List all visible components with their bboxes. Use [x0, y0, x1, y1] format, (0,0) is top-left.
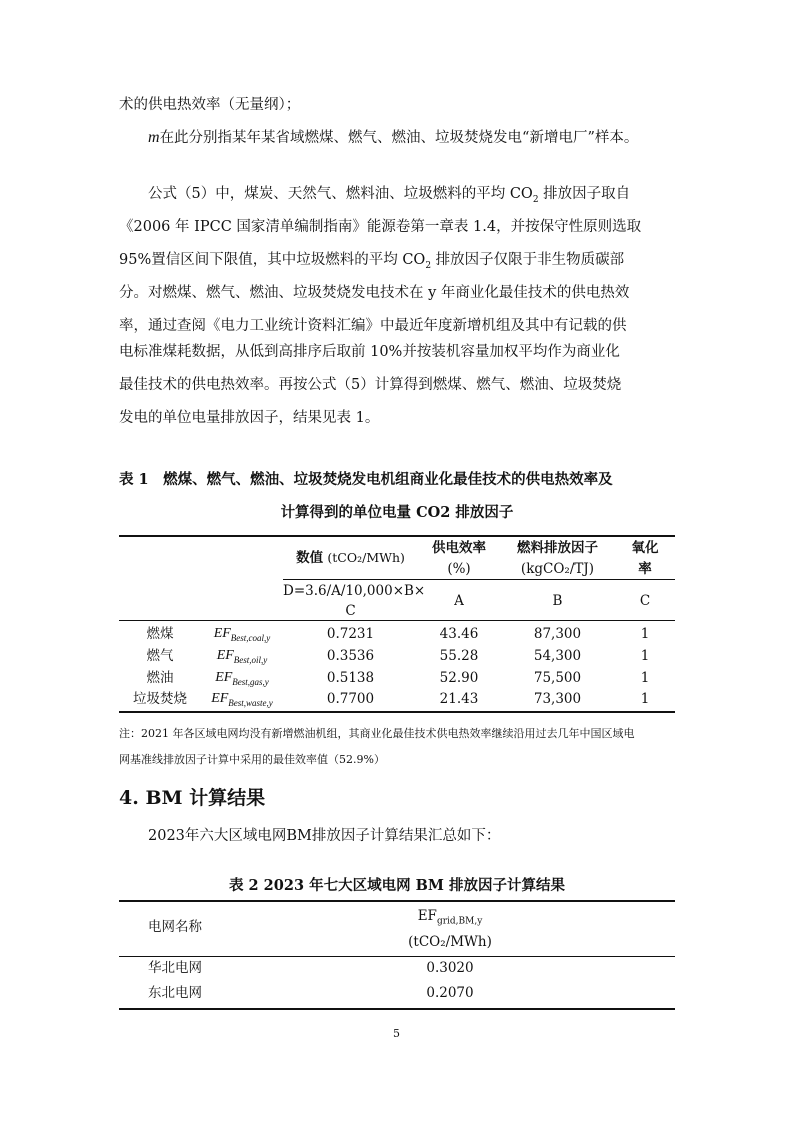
formula: C	[345, 603, 356, 619]
table-rule	[119, 620, 675, 621]
row-value: 0.3020	[426, 960, 474, 976]
table-note: 注：2021 年各区域电网均没有新增燃油机组，其商业化最佳技术供电热效率继续沿用过去几年中国区域电	[119, 727, 635, 740]
text-line: 率，通过查阅《电力工业统计资料汇编》中最近年度新增机组及其中有记载的供	[119, 318, 627, 334]
col-label: B	[552, 593, 563, 609]
ef-symbol: EF	[211, 691, 229, 706]
variable-m: m	[148, 129, 160, 146]
text-span: 公式（5）中，煤炭、天然气、燃料油、垃圾燃料的平均 CO	[148, 186, 533, 202]
table-rule	[119, 1008, 675, 1010]
header-name: 电网名称	[148, 919, 202, 935]
header-value	[283, 549, 418, 567]
row-name: 燃油	[146, 670, 174, 686]
text-line: 最佳技术的供电热效率。再按公式（5）计算得到燃煤、燃气、燃油、垃圾焚烧	[119, 377, 622, 393]
ef-symbol: EF	[216, 648, 234, 663]
header-ef	[400, 907, 500, 931]
header-eff: 供电效率	[432, 540, 486, 556]
row-fuel: 87,300	[533, 626, 582, 642]
row-value: 0.7231	[326, 626, 375, 642]
row-name: 垃圾焚烧	[133, 691, 187, 707]
text-span: 排放因子仅限于非生物质碳部	[431, 252, 625, 268]
row-eff: 52.90	[439, 670, 479, 686]
subscript: 2	[532, 194, 539, 205]
row-value: 0.7700	[326, 691, 375, 707]
row-eff: 21.43	[439, 691, 479, 707]
text-line: 2023年六大区域电网BM排放因子计算结果汇总如下：	[148, 828, 501, 844]
table-rule	[283, 579, 675, 580]
text-line: 分。对燃煤、燃气、燃油、垃圾焚烧发电技术在 y 年商业化最佳技术的供电热效	[119, 285, 630, 301]
header-label: 数值	[296, 550, 324, 566]
row-ox: 1	[640, 691, 650, 707]
section-heading: 4. BM 计算结果	[119, 787, 266, 809]
table-note: 网基准线排放因子计算中采用的最佳效率值（52.9%）	[119, 753, 385, 766]
text-span: 在此分别指某年某省域燃煤、燃气、燃油、垃圾焚烧发电“新增电厂”样本。	[159, 130, 639, 146]
ef-subscript: Best,oil,y	[233, 654, 268, 665]
row-name: 燃气	[146, 648, 174, 664]
table-rule	[119, 535, 675, 537]
row-fuel: 75,500	[533, 670, 582, 686]
row-ox: 1	[640, 626, 650, 642]
row-fuel: 54,300	[533, 648, 582, 664]
row-name: 华北电网	[148, 960, 202, 976]
ef-subscript: Best,coal,y	[230, 632, 271, 643]
row-eff: 43.46	[439, 626, 479, 642]
text-line	[148, 184, 630, 210]
row-eff: 55.28	[439, 648, 479, 664]
table-rule	[119, 956, 675, 957]
subscript: 2	[425, 260, 432, 271]
row-fuel: 73,300	[533, 691, 582, 707]
ef-symbol: EF	[213, 626, 231, 641]
text-line	[119, 250, 624, 276]
text-line: 电标准煤耗数据，从低到高排序后取前 10%并按装机容量加权平均作为商业化	[119, 344, 620, 360]
formula: D=3.6/A/10,000×B×	[283, 583, 426, 599]
table1-caption: 表 1 燃煤、燃气、燃油、垃圾焚烧发电机组商业化最佳技术的供电热效率及	[119, 471, 613, 488]
ef-symbol: EF	[417, 908, 437, 924]
ef-subscript: Best,gas,y	[232, 676, 269, 687]
header-fuel: 燃料排放因子	[517, 540, 598, 556]
row-ox: 1	[640, 670, 650, 686]
col-label: C	[639, 593, 651, 609]
table2-caption: 表 2 2023 年七大区域电网 BM 排放因子计算结果	[229, 877, 565, 894]
text-line: 发电的单位电量排放因子，结果见表 1。	[119, 410, 380, 426]
header-unit: (tCO₂/MWh)	[327, 550, 405, 565]
header-ox: 率	[638, 561, 652, 577]
text-span: 95%置信区间下限值，其中垃圾燃料的平均 CO	[119, 252, 426, 268]
table1-caption: 计算得到的单位电量 CO2 排放因子	[280, 504, 514, 521]
ef-symbol: EF	[215, 670, 233, 685]
page-number: 5	[393, 1027, 400, 1040]
text-line	[148, 128, 638, 148]
row-ox: 1	[640, 648, 650, 664]
row-name: 燃煤	[146, 626, 174, 642]
row-value: 0.5138	[326, 670, 375, 686]
text-span: 排放因子取自	[538, 186, 631, 202]
row-name: 东北电网	[148, 985, 202, 1001]
header-fuel-unit: (kgCO₂/TJ)	[520, 561, 595, 577]
header-ox: 氧化	[631, 540, 659, 556]
text-line: 术的供电热效率（无量纲）；	[119, 97, 301, 113]
col-label: A	[454, 593, 464, 609]
row-ef	[201, 669, 283, 691]
ef-subscript: grid,BM,y	[436, 916, 483, 927]
header-unit: (tCO₂/MWh)	[408, 934, 492, 950]
header-eff-unit: (%)	[447, 561, 471, 577]
text-line: 《2006 年 IPCC 国家清单编制指南》能源卷第一章表 1.4，并按保守性原则选取	[119, 219, 642, 235]
row-ef	[201, 625, 283, 647]
row-value: 0.3536	[326, 648, 375, 664]
row-value: 0.2070	[426, 985, 474, 1001]
row-ef	[201, 690, 283, 712]
ef-subscript: Best,waste,y	[228, 697, 273, 708]
table-rule	[119, 900, 675, 902]
row-ef	[201, 647, 283, 669]
